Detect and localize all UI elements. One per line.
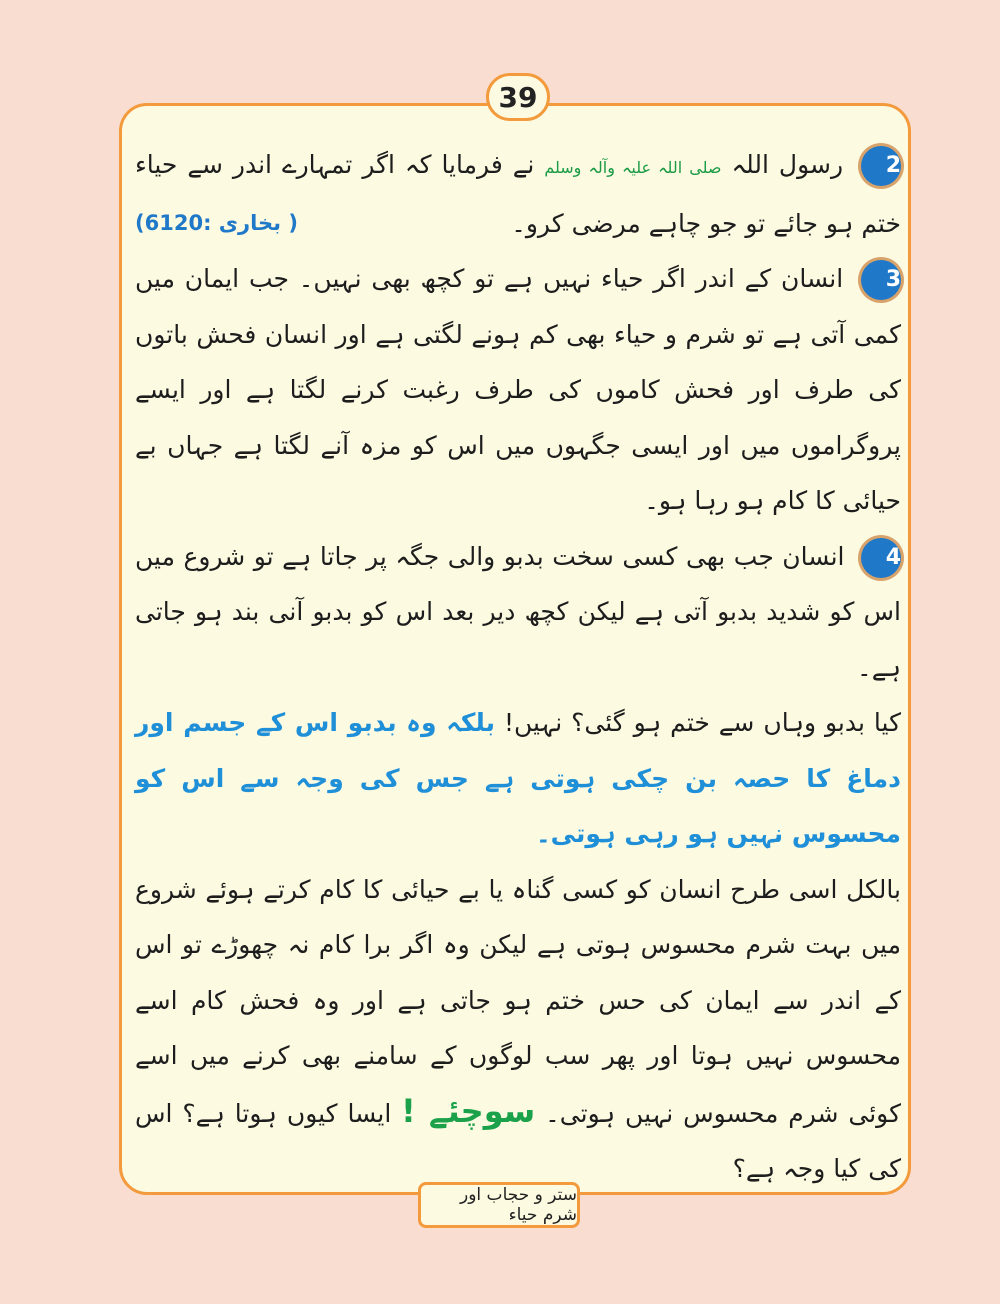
honorific-text: صلی اللہ علیہ وآلہ وسلم: [544, 158, 722, 177]
number-badge: 4: [861, 538, 901, 578]
closing-text: بالکل اسی طرح انسان کو کسی گناہ یا بے حیائی کا کام کرتے ہوئے شروع میں بہت شرم محسوس ہوتی ہے لیکن وہ اگر برا کام نہ چھوڑے تو اس کے اندر سے ایمان کی حس ختم ہو جاتی ہے اور وہ فحش کام اسے محسوس نہیں ہوتا اور پھر سب لوگوں کے سامنے بھی کرنے میں اسے کوئی شرم محسوس نہیں ہوتی۔: [135, 874, 902, 1128]
page-number: 39: [486, 73, 550, 121]
final-question: ایسا کیوں ہوتا ہے؟ اس کی کیا وجہ ہے؟: [135, 1098, 901, 1183]
think-label: سوچئے !: [401, 1091, 536, 1130]
text-body: [135, 137, 901, 1197]
closing-paragraph: [135, 862, 901, 1197]
paragraph-text: انسان جب بھی کسی سخت بدبو والی جگہ پر جاتا ہے تو شروع میں اس کو شدید بدبو آتی ہے لیکن کچھ دیر بعد اس کو بدبو آنی بند ہو جاتی ہے۔: [135, 541, 901, 682]
hadith-reference: ( بخاری :6120): [135, 210, 298, 235]
question-text: کیا بدبو وہاں سے ختم ہو گئی؟ نہیں!: [503, 708, 901, 737]
number-badge: 2: [861, 146, 901, 186]
book-title-footer: ستر و حجاب اور شرم حیاء: [418, 1182, 580, 1228]
paragraph-text: انسان کے اندر اگر حیاء نہیں ہے تو کچھ بھی نہیں۔ جب ایمان میں کمی آتی ہے تو شرم و حیاء بھی کم ہونے لگتی ہے اور انسان فحش باتوں کی طرف اور فحش کاموں کی طرف رغبت کرنے لگتا ہے اور ایسے پروگراموں میں اور ایسی جگہوں میں اس کو مزہ آنے لگتا ہے جہاں بے حیائی کا کام ہو رہا ہو۔: [135, 264, 901, 515]
number-badge: 3: [861, 260, 901, 300]
paragraph-4: [135, 529, 901, 696]
highlighted-text: بلکہ وہ بدبو اس کے جسم اور دماغ کا حصہ بن چکی ہوتی ہے جس کی وجہ سے اس کو محسوس نہیں ہو رہی ہوتی۔: [135, 708, 901, 848]
paragraph-text: رسول اللہ: [731, 150, 844, 179]
question-paragraph: [135, 695, 901, 862]
paragraph-2: [135, 137, 901, 251]
paragraph-3: [135, 251, 901, 529]
paragraph-text: نے فرمایا کہ اگر تمہارے اندر سے حیاء ختم ہو جائے تو جو چاہے مرضی کرو۔: [135, 150, 901, 238]
